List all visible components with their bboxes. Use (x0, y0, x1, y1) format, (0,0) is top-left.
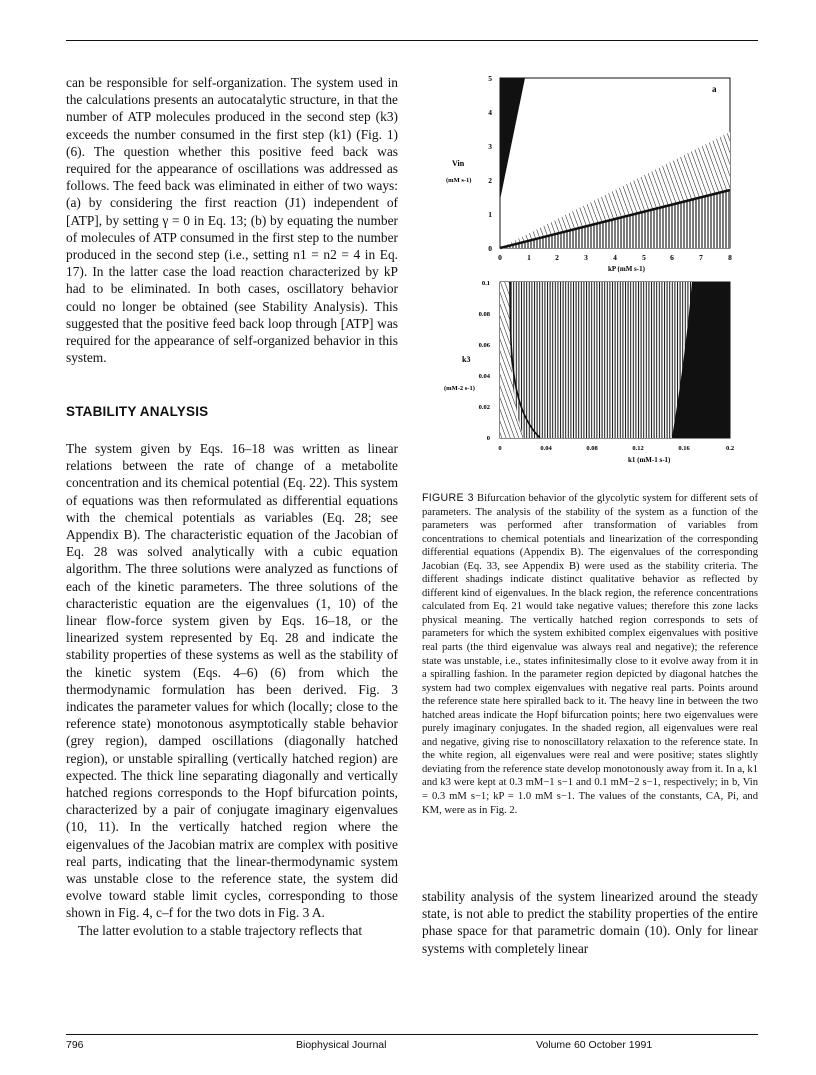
panel-a-xlabel: kP (mM s-1) (608, 265, 645, 273)
journal-name: Biophysical Journal (296, 1039, 387, 1051)
panel-b-ytick: 0.08 (478, 311, 490, 318)
paragraph-self-organization: can be responsible for self-organization. The system used in the calculations presents an autocatalytic structure, in that the number of ATP molecules produced in the second step (k3) exceeds the number consumed in the first step (k1) (Fig. 1) (6). The question whether this positive feed back was required for the appearance of oscillations was addressed as follows. The feed back was eliminated in either of two ways: (a) by considering the first reaction (J1) independent of [ATP], by setting γ = 0 in Eq. 13; (b) by equating the number of molecules of ATP consumed in the first step to the number produced in the second step (i.e., setting n1 = n2 = 4 in Eq. 17). In the latter case the load reaction characterized by kP had to be eliminated. In both cases, oscillatory behavior could no longer be obtained (see Stability Analysis). This suggested that the positive feed back loop through [ATP] was required for the appearance of self-organized behavior in this system. (66, 75, 398, 366)
panel-a-ytick: 5 (488, 74, 492, 83)
panel-a-ytick: 0 (488, 244, 492, 253)
bottom-rule (66, 1034, 758, 1035)
panel-b-xtick: 0.16 (678, 445, 690, 452)
panel-b-ytick: 0.06 (478, 342, 490, 349)
panel-b-xtick: 0.12 (632, 445, 644, 452)
panel-a-xtick: 5 (642, 253, 646, 262)
right-column-text: stability analysis of the system linearized around the steady state, is not able to predict the stability properties of the entire phase space for that parametric domain (10). Only for linear systems with completely linear (422, 889, 758, 956)
left-column-body (66, 440, 398, 939)
panel-a-ylabel-units: (mM s-1) (446, 177, 472, 184)
panel-a-xtick: 0 (498, 253, 502, 262)
section-heading: STABILITY ANALYSIS (66, 404, 209, 419)
panel-a-xtick: 2 (555, 253, 559, 262)
panel-b-ytick: 0.1 (481, 280, 490, 287)
panel-b-ylabel-units: (mM-2 s-1) (444, 385, 475, 392)
panel-b-xtick: 0.08 (586, 445, 598, 452)
panel-b (444, 280, 734, 464)
paragraph-latter-evolution: The latter evolution to a stable trajectory reflects that (78, 922, 363, 938)
panel-a-ylabel: Vin (452, 159, 465, 168)
panel-b-vertical-hatch (506, 282, 692, 438)
panel-a-ytick: 1 (488, 210, 492, 219)
panel-b-black-region (696, 282, 730, 438)
panel-a-xtick: 4 (613, 253, 617, 262)
panel-a-xtick: 6 (670, 253, 674, 262)
caption-lead: FIGURE 3 (422, 492, 474, 504)
panel-a-xtick: 8 (728, 253, 732, 262)
top-rule (66, 40, 758, 41)
panel-b-xlabel: k1 (mM-1 s-1) (628, 456, 671, 464)
panel-a-ytick: 2 (488, 176, 492, 185)
panel-a (446, 74, 732, 273)
page-number: 796 (66, 1039, 84, 1051)
panel-b-ylabel: k3 (462, 355, 471, 364)
panel-a-xtick: 7 (699, 253, 703, 262)
panel-b-ytick: 0 (486, 435, 490, 442)
panel-a-xtick: 1 (527, 253, 531, 262)
figure-caption (422, 492, 758, 817)
caption-text: Bifurcation behavior of the glycolytic system for different sets of parameters. The analysis of the stability of the system as a function of the parameters was performed after transformation of variables from concentrations to chemical potentials and linearization of the corresponding differential equations (Appendix B). The eigenvalues of the corresponding Jacobian (Eq. 33, see Appendix B) were used as the stability criteria. The different shadings indicate distinct qualitative behavior as reflected by different kind of eigenvalues. In the black region, the reference concentrations calculated from Eq. 21 would take negative values; therefore this zone lacks physical meaning. The vertically hatched region corresponds to sets of parameters for which the system exhibited complex eigenvalues with positive real parts (the third eigenvalue was always real and negative); the reference state was unstable, i.e., states infinitesimally close to it evolve away from it in a spiralling fashion. In the parameter region depicted by diagonal hatches the system had two complex eigenvalues with negative real parts. Points around the reference state here spiralled back to it. The heavy line in between the two hatched areas indicate the Hopf bifurcation points; here two eigenvalues were purely imaginary conjugates. In the shaded region, all eigenvalues were real and negative, giving rise to nonoscillatory relaxation to the reference state. In the white region, all eigenvalues were real and were positive; states slightly deviating from the reference state develop monotonously away from it. In a, k1 and k3 were kept at 0.3 mM−1 s−1 and 0.1 mM−2 s−1, respectively; in b, Vin = 0.3 mM s−1; kP = 1.0 mM s−1. The values of the constants, CA, Pi, and KM, were as in Fig. 2. (422, 493, 758, 816)
panel-a-ytick: 4 (488, 108, 492, 117)
paragraph-stability: The system given by Eqs. 16–18 was written as linear relations between the rate of change of a metabolite concentration and its chemical potential (Eq. 22). This system of equations was then reformulated as differential equations with the chemical potentials as variables (Eq. 28; see Appendix B). The characteristic equation of the Jacobian of Eq. 28 was solved analytically with a cubic equation algorithm. The three solutions were analyzed as functions of each of the kinetic parameters. The three solutions of the characteristic equation are the eigenvalues (1, 10) of the linear flow-force system given by Eqs. 16–18, or the linearized system represented by Eq. 28 and indicate the stability properties of these systems as well as the stability of the kinetic system (Eqs. 4–6) (6) from which the thermodynamic formulation has been derived. Fig. 3 indicates the parameter values for which (locally; close to the reference state) monotonous asymptotically stable behavior (grey region), damped oscillations (diagonally hatched region), or unstable spiralling (vertically hatched region) are expected. The thick line separating diagonally and vertically hatched regions corresponds to the Hopf bifurcation points, characterized by a pair of conjugate imaginary eigenvalues (10, 11). In the vertically hatched region where the eigenvalues of the Jacobian matrix are complex with positive real parts, indicating that the linear-thermodynamic system was unstable close to the reference state, the system did evolve toward stable limit cycles, corresponding to those shown in Fig. 4, c–f for the two dots in Fig. 3 A. (66, 441, 398, 921)
left-column-top (66, 74, 398, 366)
issue-info: Volume 60 October 1991 (536, 1039, 653, 1051)
figure-3 (440, 70, 760, 480)
panel-a-xtick: 3 (584, 253, 588, 262)
panel-a-ytick: 3 (488, 142, 492, 151)
panel-b-xtick: 0.04 (540, 445, 552, 452)
panel-a-label: a (712, 84, 717, 94)
panel-b-ytick: 0.04 (478, 373, 490, 380)
panel-b-ytick: 0.02 (478, 404, 490, 411)
panel-b-xtick: 0 (498, 445, 502, 452)
panel-b-xtick: 0.2 (725, 445, 735, 452)
